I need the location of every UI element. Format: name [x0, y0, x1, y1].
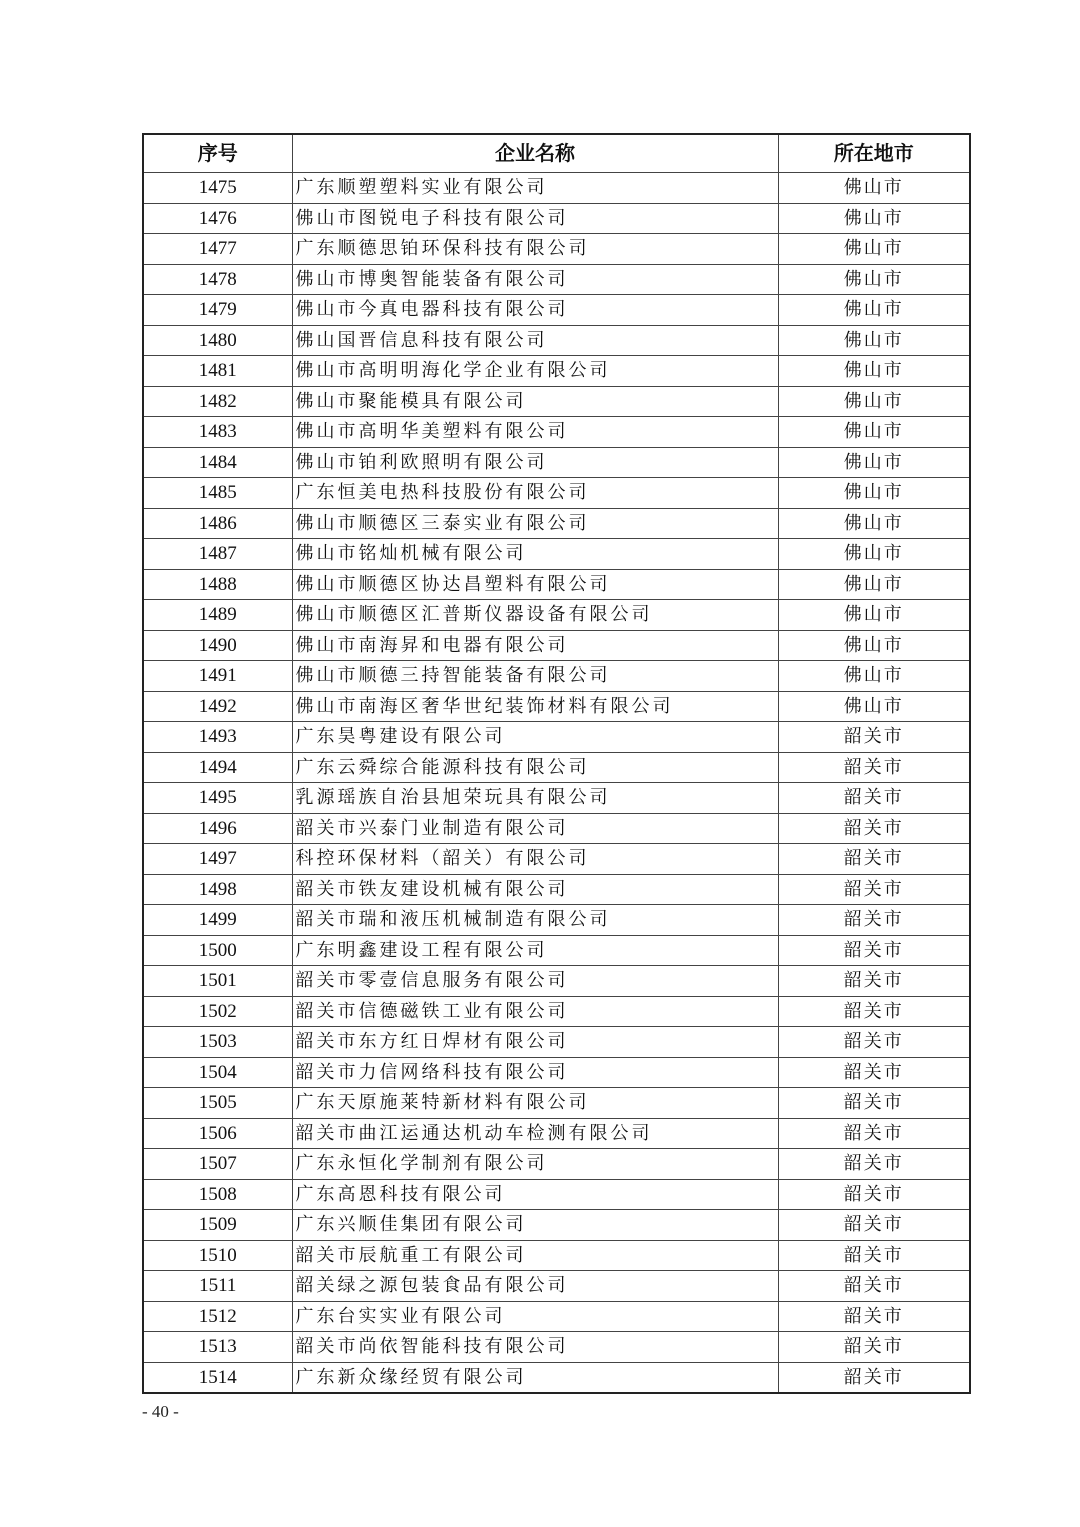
- table-row: [143, 264, 970, 295]
- serial-number-cell: 1480: [143, 325, 292, 356]
- table-row: [143, 1179, 970, 1210]
- company-name-cell: 广东明鑫建设工程有限公司: [292, 935, 778, 966]
- city-cell: 韶关市: [778, 1027, 970, 1058]
- table-row: [143, 783, 970, 814]
- header-city: 所在地市: [778, 134, 970, 173]
- city-cell: 韶关市: [778, 966, 970, 997]
- company-name-cell: 韶关市力信网络科技有限公司: [292, 1057, 778, 1088]
- table-row: [143, 1301, 970, 1332]
- table-row: [143, 295, 970, 326]
- company-name-cell: 广东台实实业有限公司: [292, 1301, 778, 1332]
- company-name-cell: 佛山市铭灿机械有限公司: [292, 539, 778, 570]
- serial-number-cell: 1511: [143, 1271, 292, 1302]
- table-row: [143, 447, 970, 478]
- serial-number-cell: 1491: [143, 661, 292, 692]
- company-name-cell: 韶关市辰航重工有限公司: [292, 1240, 778, 1271]
- serial-number-cell: 1500: [143, 935, 292, 966]
- city-cell: 佛山市: [778, 691, 970, 722]
- serial-number-cell: 1498: [143, 874, 292, 905]
- serial-number-cell: 1507: [143, 1149, 292, 1180]
- company-name-cell: 佛山市顺德区汇普斯仪器设备有限公司: [292, 600, 778, 631]
- city-cell: 韶关市: [778, 722, 970, 753]
- table-row: [143, 234, 970, 265]
- city-cell: 韶关市: [778, 813, 970, 844]
- city-cell: 韶关市: [778, 1118, 970, 1149]
- table-row: [143, 905, 970, 936]
- company-name-cell: 科控环保材料（韶关）有限公司: [292, 844, 778, 875]
- table-row: [143, 600, 970, 631]
- serial-number-cell: 1509: [143, 1210, 292, 1241]
- table-row: [143, 661, 970, 692]
- company-name-cell: 韶关绿之源包装食品有限公司: [292, 1271, 778, 1302]
- city-cell: 佛山市: [778, 325, 970, 356]
- table-row: [143, 691, 970, 722]
- company-name-cell: 韶关市零壹信息服务有限公司: [292, 966, 778, 997]
- city-cell: 韶关市: [778, 1057, 970, 1088]
- city-cell: 佛山市: [778, 234, 970, 265]
- table-row: [143, 1088, 970, 1119]
- city-cell: 佛山市: [778, 173, 970, 204]
- city-cell: 韶关市: [778, 905, 970, 936]
- city-cell: 韶关市: [778, 1362, 970, 1393]
- city-cell: 韶关市: [778, 752, 970, 783]
- table-row: [143, 752, 970, 783]
- city-cell: 韶关市: [778, 1149, 970, 1180]
- serial-number-cell: 1481: [143, 356, 292, 387]
- company-name-cell: 广东云舜综合能源科技有限公司: [292, 752, 778, 783]
- serial-number-cell: 1475: [143, 173, 292, 204]
- page-number: - 40 -: [142, 1402, 179, 1421]
- company-name-cell: 佛山市高明明海化学企业有限公司: [292, 356, 778, 387]
- serial-number-cell: 1503: [143, 1027, 292, 1058]
- table-row: [143, 1332, 970, 1363]
- company-name-cell: 佛山市博奥智能装备有限公司: [292, 264, 778, 295]
- serial-number-cell: 1501: [143, 966, 292, 997]
- table-row: [143, 203, 970, 234]
- serial-number-cell: 1483: [143, 417, 292, 448]
- table-row: [143, 844, 970, 875]
- city-cell: 佛山市: [778, 295, 970, 326]
- company-name-cell: 韶关市尚依智能科技有限公司: [292, 1332, 778, 1363]
- enterprise-table: [142, 133, 971, 1394]
- table-row: [143, 478, 970, 509]
- company-name-cell: 广东新众缘经贸有限公司: [292, 1362, 778, 1393]
- city-cell: 韶关市: [778, 1332, 970, 1363]
- serial-number-cell: 1486: [143, 508, 292, 539]
- table-row: [143, 630, 970, 661]
- company-name-cell: 佛山市铂利欧照明有限公司: [292, 447, 778, 478]
- serial-number-cell: 1477: [143, 234, 292, 265]
- table-row: [143, 813, 970, 844]
- serial-number-cell: 1482: [143, 386, 292, 417]
- serial-number-cell: 1513: [143, 1332, 292, 1363]
- table-row: [143, 1027, 970, 1058]
- table-row: [143, 539, 970, 570]
- company-name-cell: 乳源瑶族自治县旭荣玩具有限公司: [292, 783, 778, 814]
- serial-number-cell: 1492: [143, 691, 292, 722]
- serial-number-cell: 1490: [143, 630, 292, 661]
- table-row: [143, 722, 970, 753]
- header-company-name: 企业名称: [292, 134, 778, 173]
- serial-number-cell: 1478: [143, 264, 292, 295]
- company-name-cell: 广东永恒化学制剂有限公司: [292, 1149, 778, 1180]
- company-name-cell: 广东兴顺佳集团有限公司: [292, 1210, 778, 1241]
- company-name-cell: 广东顺德思铂环保科技有限公司: [292, 234, 778, 265]
- table-row: [143, 1271, 970, 1302]
- company-name-cell: 韶关市瑞和液压机械制造有限公司: [292, 905, 778, 936]
- city-cell: 佛山市: [778, 600, 970, 631]
- company-name-cell: 佛山市南海区奢华世纪装饰材料有限公司: [292, 691, 778, 722]
- serial-number-cell: 1505: [143, 1088, 292, 1119]
- serial-number-cell: 1484: [143, 447, 292, 478]
- company-name-cell: 佛山市高明华美塑料有限公司: [292, 417, 778, 448]
- city-cell: 韶关市: [778, 996, 970, 1027]
- city-cell: 韶关市: [778, 783, 970, 814]
- city-cell: 佛山市: [778, 661, 970, 692]
- serial-number-cell: 1479: [143, 295, 292, 326]
- serial-number-cell: 1510: [143, 1240, 292, 1271]
- serial-number-cell: 1499: [143, 905, 292, 936]
- company-name-cell: 佛山市顺德区协达昌塑料有限公司: [292, 569, 778, 600]
- table-row: [143, 1362, 970, 1393]
- company-name-cell: 佛山市今真电器科技有限公司: [292, 295, 778, 326]
- serial-number-cell: 1487: [143, 539, 292, 570]
- company-name-cell: 广东高恩科技有限公司: [292, 1179, 778, 1210]
- company-name-cell: 广东恒美电热科技股份有限公司: [292, 478, 778, 509]
- table-row: [143, 1057, 970, 1088]
- serial-number-cell: 1494: [143, 752, 292, 783]
- table-row: [143, 1118, 970, 1149]
- serial-number-cell: 1514: [143, 1362, 292, 1393]
- company-name-cell: 广东昊粤建设有限公司: [292, 722, 778, 753]
- company-name-cell: 佛山市顺德区三泰实业有限公司: [292, 508, 778, 539]
- table-row: [143, 966, 970, 997]
- serial-number-cell: 1504: [143, 1057, 292, 1088]
- serial-number-cell: 1506: [143, 1118, 292, 1149]
- serial-number-cell: 1508: [143, 1179, 292, 1210]
- city-cell: 佛山市: [778, 417, 970, 448]
- table-row: [143, 386, 970, 417]
- table-row: [143, 935, 970, 966]
- company-name-cell: 韶关市兴泰门业制造有限公司: [292, 813, 778, 844]
- city-cell: 韶关市: [778, 874, 970, 905]
- company-name-cell: 韶关市东方红日焊材有限公司: [292, 1027, 778, 1058]
- table-row: [143, 569, 970, 600]
- table-row: [143, 1210, 970, 1241]
- city-cell: 佛山市: [778, 264, 970, 295]
- city-cell: 韶关市: [778, 1210, 970, 1241]
- table-header-row: [143, 134, 970, 173]
- company-name-cell: 佛山市顺德三持智能装备有限公司: [292, 661, 778, 692]
- city-cell: 佛山市: [778, 447, 970, 478]
- city-cell: 韶关市: [778, 1088, 970, 1119]
- table-row: [143, 1149, 970, 1180]
- city-cell: 佛山市: [778, 539, 970, 570]
- company-name-cell: 韶关市信德磁铁工业有限公司: [292, 996, 778, 1027]
- serial-number-cell: 1512: [143, 1301, 292, 1332]
- table-row: [143, 508, 970, 539]
- serial-number-cell: 1489: [143, 600, 292, 631]
- serial-number-cell: 1496: [143, 813, 292, 844]
- table-row: [143, 874, 970, 905]
- city-cell: 韶关市: [778, 844, 970, 875]
- table-body: [143, 173, 970, 1394]
- city-cell: 佛山市: [778, 630, 970, 661]
- city-cell: 佛山市: [778, 569, 970, 600]
- serial-number-cell: 1497: [143, 844, 292, 875]
- table-row: [143, 173, 970, 204]
- serial-number-cell: 1488: [143, 569, 292, 600]
- company-name-cell: 佛山市图锐电子科技有限公司: [292, 203, 778, 234]
- city-cell: 佛山市: [778, 386, 970, 417]
- serial-number-cell: 1476: [143, 203, 292, 234]
- table-row: [143, 1240, 970, 1271]
- company-name-cell: 佛山市聚能模具有限公司: [292, 386, 778, 417]
- header-serial-number: 序号: [143, 134, 292, 173]
- city-cell: 佛山市: [778, 508, 970, 539]
- city-cell: 佛山市: [778, 203, 970, 234]
- company-name-cell: 韶关市曲江运通达机动车检测有限公司: [292, 1118, 778, 1149]
- table-row: [143, 996, 970, 1027]
- city-cell: 韶关市: [778, 1240, 970, 1271]
- table-row: [143, 356, 970, 387]
- table-row: [143, 325, 970, 356]
- company-name-cell: 广东天原施莱特新材料有限公司: [292, 1088, 778, 1119]
- city-cell: 佛山市: [778, 356, 970, 387]
- table-row: [143, 417, 970, 448]
- company-name-cell: 韶关市铁友建设机械有限公司: [292, 874, 778, 905]
- serial-number-cell: 1502: [143, 996, 292, 1027]
- city-cell: 韶关市: [778, 1179, 970, 1210]
- company-name-cell: 广东顺塑塑料实业有限公司: [292, 173, 778, 204]
- city-cell: 韶关市: [778, 1301, 970, 1332]
- company-name-cell: 佛山国晋信息科技有限公司: [292, 325, 778, 356]
- serial-number-cell: 1495: [143, 783, 292, 814]
- serial-number-cell: 1493: [143, 722, 292, 753]
- company-name-cell: 佛山市南海昇和电器有限公司: [292, 630, 778, 661]
- city-cell: 佛山市: [778, 478, 970, 509]
- serial-number-cell: 1485: [143, 478, 292, 509]
- city-cell: 韶关市: [778, 935, 970, 966]
- city-cell: 韶关市: [778, 1271, 970, 1302]
